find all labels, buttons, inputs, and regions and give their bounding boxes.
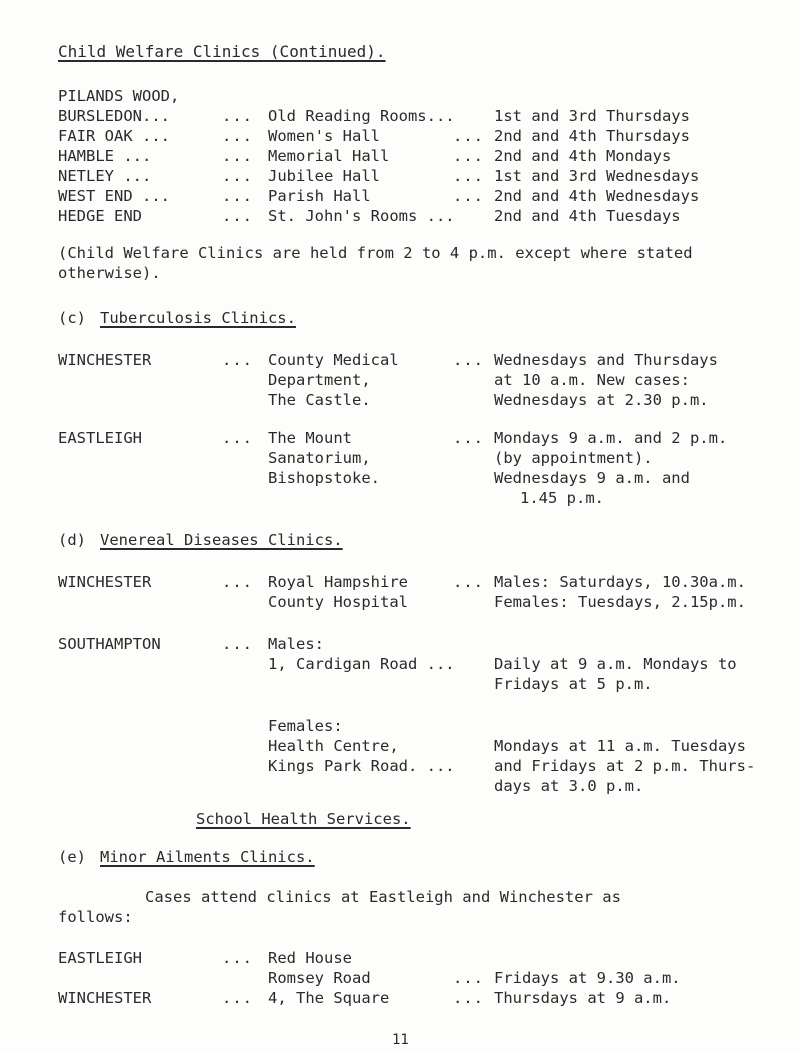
- vd-males-label: Males:: [268, 635, 324, 653]
- leader-dots: ...: [222, 187, 253, 205]
- welfare-place: HEDGE END: [58, 207, 142, 225]
- leader-dots: ...: [453, 989, 484, 1007]
- leader-dots: ...: [222, 989, 253, 1007]
- welfare-place: HAMBLE ...: [58, 147, 152, 165]
- leader-dots: ...: [222, 573, 253, 591]
- minor-schedule: Fridays at 9.30 a.m.: [494, 969, 681, 987]
- welfare-venue: Old Reading Rooms...: [268, 107, 455, 125]
- leader-dots: ...: [453, 127, 484, 145]
- school-health-heading: School Health Services.: [196, 810, 411, 828]
- welfare-venue: Parish Hall: [268, 187, 371, 205]
- tb-schedule-line: 1.45 p.m.: [520, 489, 604, 507]
- vd-schedule-line: Daily at 9 a.m. Mondays to: [494, 655, 737, 673]
- welfare-venue: Memorial Hall: [268, 147, 390, 165]
- vd-place: WINCHESTER: [58, 573, 152, 591]
- vd-females-label: Females:: [268, 717, 343, 735]
- leader-dots: ...: [453, 147, 484, 165]
- section-label-d: (d): [58, 531, 86, 549]
- tb-schedule-line: Wednesdays and Thursdays: [494, 351, 718, 369]
- leader-dots: ...: [453, 429, 484, 447]
- welfare-schedule: 2nd and 4th Tuesdays: [494, 207, 681, 225]
- minor-place: EASTLEIGH: [58, 949, 142, 967]
- leader-dots: ...: [453, 573, 484, 591]
- page-heading: Child Welfare Clinics (Continued).: [58, 42, 386, 61]
- leader-dots: ...: [222, 207, 253, 225]
- welfare-place: FAIR OAK ...: [58, 127, 170, 145]
- leader-dots: ...: [453, 969, 484, 987]
- tb-venue-line: Sanatorium,: [268, 449, 371, 467]
- tb-place: EASTLEIGH: [58, 429, 142, 447]
- vd-venue-line: Kings Park Road. ...: [268, 757, 455, 775]
- welfare-venue: Jubilee Hall: [268, 167, 380, 185]
- minor-venue-line: 4, The Square: [268, 989, 390, 1007]
- welfare-schedule: 2nd and 4th Mondays: [494, 147, 672, 165]
- vd-place: SOUTHAMPTON: [58, 635, 161, 653]
- tb-schedule-line: at 10 a.m. New cases:: [494, 371, 690, 389]
- vd-schedule-line: and Fridays at 2 p.m. Thurs-: [494, 757, 756, 775]
- vd-schedule-line: Males: Saturdays, 10.30a.m.: [494, 573, 746, 591]
- welfare-note-cont: otherwise).: [58, 264, 161, 282]
- tb-venue-line: County Medical: [268, 351, 399, 369]
- minor-venue-line: Romsey Road: [268, 969, 371, 987]
- section-title-minor: Minor Ailments Clinics.: [100, 848, 315, 866]
- welfare-schedule: 2nd and 4th Thursdays: [494, 127, 690, 145]
- welfare-venue: St. John's Rooms ...: [268, 207, 455, 225]
- leader-dots: ...: [222, 107, 253, 125]
- leader-dots: ...: [222, 635, 253, 653]
- vd-venue-line: Health Centre,: [268, 737, 399, 755]
- section-title-vd: Venereal Diseases Clinics.: [100, 531, 343, 549]
- tb-venue-line: Bishopstoke.: [268, 469, 380, 487]
- welfare-note: (Child Welfare Clinics are held from 2 to 4 p.m. except where stated: [58, 244, 693, 262]
- minor-schedule: Thursdays at 9 a.m.: [494, 989, 672, 1007]
- leader-dots: ...: [222, 949, 253, 967]
- vd-schedule-line: Mondays at 11 a.m. Tuesdays: [494, 737, 746, 755]
- vd-venue-line: Royal Hampshire: [268, 573, 408, 591]
- leader-dots: ...: [453, 187, 484, 205]
- welfare-schedule: 2nd and 4th Wednesdays: [494, 187, 700, 205]
- leader-dots: ...: [222, 167, 253, 185]
- welfare-schedule: 1st and 3rd Thursdays: [494, 107, 690, 125]
- section-label-c: (c): [58, 309, 86, 327]
- vd-venue-line: 1, Cardigan Road ...: [268, 655, 455, 673]
- leader-dots: ...: [222, 127, 253, 145]
- vd-schedule-line: days at 3.0 p.m.: [494, 777, 644, 795]
- tb-schedule-line: Wednesdays 9 a.m. and: [494, 469, 690, 487]
- welfare-place: WEST END ...: [58, 187, 170, 205]
- welfare-place: NETLEY ...: [58, 167, 152, 185]
- minor-venue-line: Red House: [268, 949, 352, 967]
- welfare-venue: Women's Hall: [268, 127, 380, 145]
- leader-dots: ...: [222, 429, 253, 447]
- leader-dots: ...: [222, 351, 253, 369]
- tb-schedule-line: (by appointment).: [494, 449, 653, 467]
- tb-venue-line: The Mount: [268, 429, 352, 447]
- vd-schedule-line: Fridays at 5 p.m.: [494, 675, 653, 693]
- welfare-place: BURSLEDON...: [58, 107, 170, 125]
- tb-schedule-line: Wednesdays at 2.30 p.m.: [494, 391, 709, 409]
- vd-schedule-line: Females: Tuesdays, 2.15p.m.: [494, 593, 746, 611]
- leader-dots: ...: [222, 147, 253, 165]
- leader-dots: ...: [453, 167, 484, 185]
- minor-intro: Cases attend clinics at Eastleigh and Winchester as: [145, 888, 621, 906]
- vd-venue-line: County Hospital: [268, 593, 408, 611]
- tb-place: WINCHESTER: [58, 351, 152, 369]
- section-title-tb: Tuberculosis Clinics.: [100, 309, 296, 327]
- welfare-place-pilands: PILANDS WOOD,: [58, 87, 180, 105]
- tb-venue-line: The Castle.: [268, 391, 371, 409]
- tb-venue-line: Department,: [268, 371, 371, 389]
- minor-intro-cont: follows:: [58, 908, 133, 926]
- tb-schedule-line: Mondays 9 a.m. and 2 p.m.: [494, 429, 728, 447]
- section-label-e: (e): [58, 848, 86, 866]
- page-number: 11: [392, 1032, 409, 1048]
- welfare-schedule: 1st and 3rd Wednesdays: [494, 167, 700, 185]
- leader-dots: ...: [453, 351, 484, 369]
- minor-place: WINCHESTER: [58, 989, 152, 1007]
